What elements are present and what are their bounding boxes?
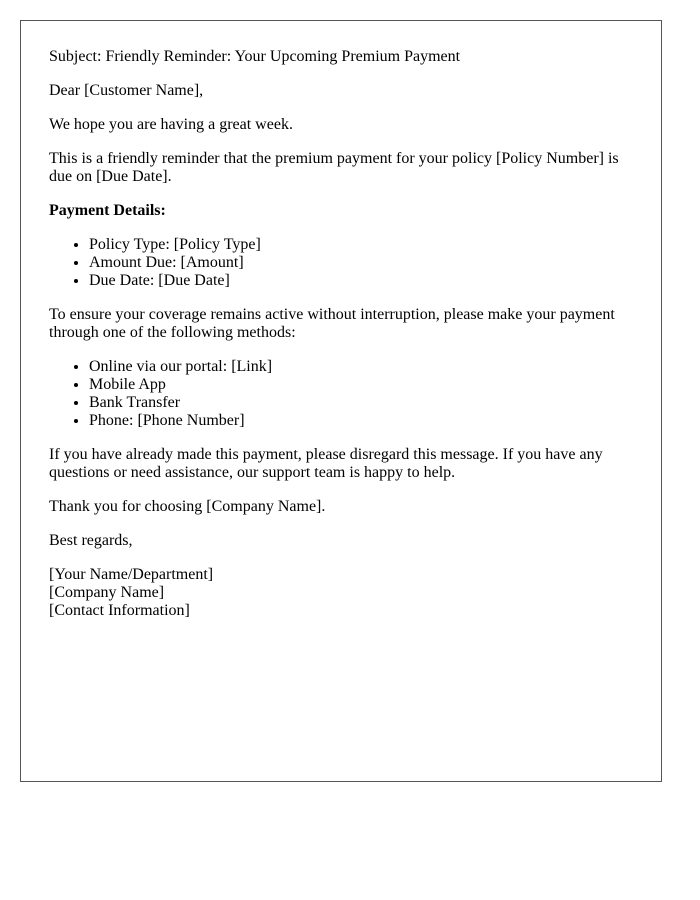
payment-details-heading: Payment Details: bbox=[49, 202, 166, 219]
list-item: • Phone: [Phone Number] bbox=[89, 412, 633, 430]
list-item: • Online via our portal: [Link] bbox=[89, 358, 633, 376]
disregard-paragraph: If you have already made this payment, please disregard this message. If you have any questions or need assistance, our support team is happy to help. bbox=[49, 446, 603, 481]
letter-container bbox=[20, 20, 662, 782]
list-item: • Policy Type: [Policy Type] bbox=[89, 236, 633, 254]
payment-methods-list bbox=[49, 358, 633, 430]
greeting: Dear [Customer Name], bbox=[49, 82, 204, 99]
intro-paragraph: We hope you are having a great week. bbox=[49, 116, 293, 133]
closing: Best regards, bbox=[49, 532, 133, 549]
list-item: • Mobile App bbox=[89, 376, 633, 394]
signature-contact: [Contact Information] bbox=[49, 602, 190, 619]
signature-name: [Your Name/Department] bbox=[49, 566, 214, 583]
list-item: • Bank Transfer bbox=[89, 394, 633, 412]
signature-block bbox=[49, 566, 633, 620]
payment-details-list bbox=[49, 236, 633, 290]
thanks-paragraph: Thank you for choosing [Company Name]. bbox=[49, 498, 326, 515]
subject-line: Subject: Friendly Reminder: Your Upcoming Premium Payment bbox=[49, 48, 461, 65]
reminder-paragraph: This is a friendly reminder that the premium payment for your policy [Policy Number] is due on [Due Date]. bbox=[49, 150, 619, 185]
list-item: • Amount Due: [Amount] bbox=[89, 254, 633, 272]
list-item: • Due Date: [Due Date] bbox=[89, 272, 633, 290]
signature-company: [Company Name] bbox=[49, 584, 165, 601]
methods-intro-paragraph: To ensure your coverage remains active without interruption, please make your payment through one of the following methods: bbox=[49, 306, 615, 341]
